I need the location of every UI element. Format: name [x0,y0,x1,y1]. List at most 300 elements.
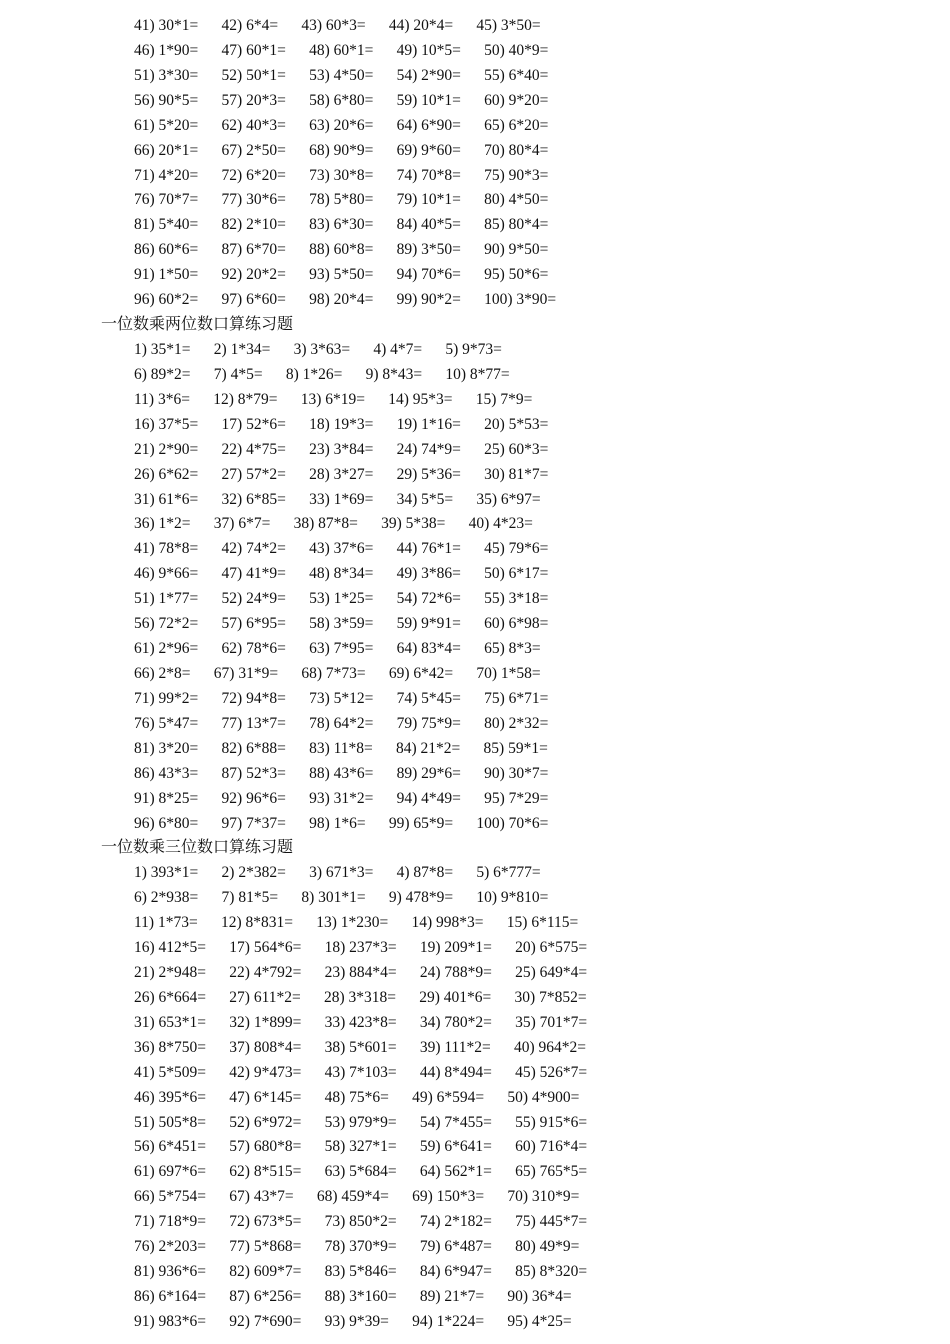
problem-row [0,637,950,662]
problem: 42) 74*2= [221,540,286,558]
problem: 77) 30*6= [221,191,286,209]
problem: 59) 6*641= [419,1138,492,1156]
problem: 9) 8*43= [365,365,423,383]
problem: 94) 1*224= [412,1312,485,1330]
problem: 65) 8*3= [484,640,541,658]
problem: 92) 7*690= [229,1312,302,1330]
problem: 96) 6*80= [134,814,199,832]
problem: 1) 393*1= [134,864,199,882]
problem: 92) 20*2= [221,266,286,284]
problem: 94) 70*6= [396,266,461,284]
problem: 29) 401*6= [419,988,492,1006]
problem: 34) 780*2= [419,1013,492,1031]
problem: 64) 83*4= [396,640,461,658]
problem: 93) 5*50= [309,266,374,284]
problem: 60) 9*20= [484,91,549,109]
problem: 50) 4*900= [507,1088,580,1106]
problem: 16) 412*5= [134,939,207,957]
problem-row [0,936,950,961]
problem-row [0,1310,950,1335]
problem-row [0,712,950,737]
problem: 61) 5*20= [134,116,199,134]
problem: 91) 8*25= [134,789,199,807]
problem: 53) 979*9= [324,1113,397,1131]
problem: 47) 6*145= [229,1088,302,1106]
problem: 58) 6*80= [309,91,374,109]
problem: 98) 1*6= [309,814,366,832]
problem: 53) 4*50= [309,66,374,84]
problem-row [0,1185,950,1210]
problem: 67) 2*50= [221,141,286,159]
problem: 18) 237*3= [324,939,397,957]
problem: 17) 564*6= [229,939,302,957]
problem: 16) 37*5= [134,415,199,433]
problem: 84) 21*2= [396,739,461,757]
problem: 90) 36*4= [507,1288,572,1306]
problem: 12) 8*831= [220,914,293,932]
problem-row [0,114,950,139]
problem: 63) 20*6= [309,116,374,134]
problem: 33) 423*8= [324,1013,397,1031]
problem: 91) 1*50= [134,266,199,284]
problem: 78) 64*2= [309,714,374,732]
problem: 39) 5*38= [381,515,446,533]
problem: 55) 3*18= [484,590,549,608]
problem: 67) 43*7= [229,1188,294,1206]
problem: 1) 35*1= [134,340,191,358]
problem: 21) 2*948= [134,964,207,982]
problem: 17) 52*6= [221,415,286,433]
problem: 41) 78*8= [134,540,199,558]
problem: 81) 5*40= [134,216,199,234]
problem: 11) 3*6= [134,390,190,408]
problem: 96) 60*2= [134,291,199,309]
problem: 78) 5*80= [309,191,374,209]
problem: 19) 209*1= [419,939,492,957]
problem: 62) 8*515= [229,1163,302,1181]
problem: 46) 1*90= [134,41,199,59]
problem: 22) 4*792= [229,964,302,982]
worksheet-page [0,14,950,1335]
problem: 2) 1*34= [213,340,271,358]
problem-row [0,662,950,687]
problem-row [0,1235,950,1260]
problem: 42) 6*4= [221,17,279,34]
problem-row [0,1260,950,1285]
problem: 68) 459*4= [316,1188,389,1206]
problem: 52) 50*1= [221,66,286,84]
problem: 97) 6*60= [221,291,286,309]
problem: 94) 4*49= [396,789,461,807]
problem: 84) 6*947= [419,1263,492,1281]
problem: 59) 10*1= [396,91,461,109]
problem: 55) 6*40= [484,66,549,84]
problem: 13) 1*230= [316,914,389,932]
problem: 49) 6*594= [412,1088,485,1106]
problem: 44) 76*1= [396,540,461,558]
problem: 13) 6*19= [300,390,366,408]
problem: 58) 327*1= [324,1138,397,1156]
problem: 15) 6*115= [506,914,579,932]
problem: 60) 716*4= [515,1138,588,1156]
problem-row [0,363,950,388]
problem: 51) 3*30= [134,66,199,84]
problem: 99) 90*2= [396,291,461,309]
problem: 31) 61*6= [134,490,199,508]
problem: 32) 6*85= [221,490,286,508]
problem: 52) 24*9= [221,590,286,608]
section-title: 一位数乘两位数口算练习题 [101,316,294,334]
problem: 60) 6*98= [484,615,549,633]
problem-row [0,612,950,637]
problem: 72) 94*8= [221,689,286,707]
problem: 36) 8*750= [134,1038,207,1056]
problem: 21) 2*90= [134,440,199,458]
problem: 37) 6*7= [213,515,271,533]
problem: 78) 370*9= [324,1238,397,1256]
problem: 46) 9*66= [134,565,199,583]
problem: 70) 80*4= [484,141,549,159]
problem: 5) 9*73= [445,340,502,358]
problem: 95) 50*6= [484,266,549,284]
problem: 33) 1*69= [309,490,374,508]
problem: 24) 74*9= [396,440,461,458]
problem-row [0,139,950,164]
problem: 56) 6*451= [134,1138,207,1156]
problem: 5) 6*777= [476,864,541,882]
problem-row [0,537,950,562]
problem: 99) 65*9= [388,814,454,832]
problem: 49) 10*5= [396,41,461,59]
problem: 68) 90*9= [309,141,374,159]
problem: 66) 2*8= [134,664,191,682]
problem: 50) 6*17= [484,565,549,583]
problem: 28) 3*318= [323,988,397,1006]
problem: 4) 4*7= [373,340,423,358]
problem-row [0,961,950,986]
problem: 34) 5*5= [396,490,454,508]
problem: 75) 445*7= [515,1213,588,1231]
problem: 71) 99*2= [134,689,199,707]
problem-row [0,238,950,263]
problem: 12) 8*79= [213,390,278,408]
problem: 47) 60*1= [221,41,286,59]
problem: 39) 111*2= [419,1038,491,1056]
problem: 15) 7*9= [475,390,533,408]
problem: 76) 70*7= [134,191,199,209]
problem: 73) 5*12= [309,689,374,707]
problem: 82) 2*10= [221,216,286,234]
problem: 40) 964*2= [513,1038,587,1056]
problem: 63) 5*684= [324,1163,397,1181]
problem: 92) 96*6= [221,789,286,807]
problem: 29) 5*36= [396,465,461,483]
problem: 95) 7*29= [484,789,549,807]
problem: 83) 11*8= [309,739,373,757]
problem: 35) 701*7= [515,1013,588,1031]
problem: 54) 72*6= [396,590,461,608]
problem: 31) 653*1= [134,1013,207,1031]
problem-row [0,762,950,787]
problem-row [0,587,950,612]
problem: 3) 671*3= [309,864,374,882]
problem: 41) 5*509= [134,1063,207,1081]
problem: 61) 697*6= [134,1163,207,1181]
problem: 26) 6*62= [134,465,199,483]
problem: 87) 6*70= [221,241,286,259]
problem: 51) 505*8= [134,1113,207,1131]
problem: 18) 19*3= [309,415,374,433]
problem-row [0,488,950,513]
problem: 86) 43*3= [134,764,199,782]
problem: 22) 4*75= [221,440,286,458]
problem: 54) 2*90= [396,66,461,84]
problem: 79) 10*1= [396,191,461,209]
problem: 70) 310*9= [507,1188,580,1206]
problem: 76) 5*47= [134,714,199,732]
problem: 23) 3*84= [309,440,374,458]
problem-row [0,164,950,189]
problem: 43) 60*3= [301,17,366,34]
problem: 30) 7*852= [514,988,587,1006]
problem: 48) 8*34= [309,565,374,583]
problem: 79) 75*9= [396,714,461,732]
problem-row [0,1036,950,1061]
problem: 14) 95*3= [388,390,453,408]
problem: 8) 301*1= [301,889,366,907]
problem-row [0,1210,950,1235]
problem-row [0,1061,950,1086]
problem: 35) 6*97= [476,490,541,508]
problem: 82) 6*88= [221,739,286,757]
problem: 10) 9*810= [476,889,549,907]
problem: 100) 70*6= [476,814,549,832]
problem: 59) 9*91= [396,615,461,633]
problem: 85) 80*4= [484,216,549,234]
problem: 57) 20*3= [221,91,286,109]
problem: 69) 9*60= [396,141,461,159]
problem: 41) 30*1= [134,17,199,34]
problem-row [0,213,950,238]
problem: 36) 1*2= [134,515,191,533]
problem: 62) 78*6= [221,640,286,658]
problem-row [0,512,950,537]
problem-row [0,812,950,837]
problem: 23) 884*4= [324,964,397,982]
problem-row [0,886,950,911]
problem: 87) 52*3= [221,764,286,782]
problem: 24) 788*9= [419,964,492,982]
problem: 73) 30*8= [309,166,374,184]
problem: 77) 5*868= [229,1238,302,1256]
problem-row [0,687,950,712]
problem: 93) 31*2= [309,789,374,807]
problem-row [0,787,950,812]
problem: 53) 1*25= [309,590,374,608]
problem: 26) 6*664= [134,988,207,1006]
problem: 51) 1*77= [134,590,199,608]
problem: 81) 3*20= [134,739,199,757]
problem: 56) 72*2= [134,615,199,633]
problem: 86) 6*164= [134,1288,207,1306]
problem-row [0,1135,950,1160]
problem: 69) 6*42= [388,664,454,682]
problem: 25) 60*3= [484,440,549,458]
problem: 3) 3*63= [293,340,351,358]
problem: 38) 87*8= [293,515,358,533]
problem: 61) 2*96= [134,640,199,658]
problem: 27) 611*2= [229,988,301,1006]
problem: 79) 6*487= [419,1238,492,1256]
problem: 30) 81*7= [484,465,549,483]
problem: 74) 70*8= [396,166,461,184]
problem: 43) 7*103= [324,1063,397,1081]
problem-row [0,188,950,213]
problem: 95) 4*25= [507,1312,572,1330]
problem: 63) 7*95= [309,640,374,658]
problem-row [0,338,950,363]
problem-row [0,911,950,936]
problem: 44) 8*494= [419,1063,492,1081]
problem-row [0,14,950,39]
problem-row [0,89,950,114]
problem: 11) 1*73= [134,914,198,932]
problem: 2) 2*382= [221,864,286,882]
problem: 72) 6*20= [221,166,286,184]
problem-row [0,413,950,438]
problem: 100) 3*90= [484,291,557,309]
problem: 58) 3*59= [309,615,374,633]
problem-row [0,39,950,64]
problem: 85) 8*320= [515,1263,588,1281]
problem-row [0,1111,950,1136]
problem: 54) 7*455= [419,1113,492,1131]
problem: 57) 680*8= [229,1138,302,1156]
problem: 81) 936*6= [134,1263,207,1281]
problem: 6) 2*938= [134,889,199,907]
problem-row [0,1285,950,1310]
problem-row [0,463,950,488]
problem: 45) 526*7= [515,1063,588,1081]
problem: 75) 6*71= [484,689,549,707]
problem-row [0,438,950,463]
problem: 93) 9*39= [324,1312,389,1330]
problem: 7) 81*5= [221,889,279,907]
problem: 80) 2*32= [484,714,549,732]
problem: 38) 5*601= [324,1038,397,1056]
problem: 64) 6*90= [396,116,461,134]
problem: 52) 6*972= [229,1113,302,1131]
problem: 44) 20*4= [388,17,454,34]
problem: 90) 30*7= [484,764,549,782]
problem: 45) 79*6= [484,540,549,558]
problem: 67) 31*9= [213,664,279,682]
problem-row [0,288,950,313]
problem: 43) 37*6= [309,540,374,558]
problem: 71) 718*9= [134,1213,207,1231]
problem: 89) 3*50= [396,241,461,259]
problem: 45) 3*50= [476,17,541,34]
problem: 65) 765*5= [515,1163,588,1181]
problem: 57) 6*95= [221,615,286,633]
problem: 91) 983*6= [134,1312,207,1330]
problem: 37) 808*4= [229,1038,302,1056]
problem: 88) 43*6= [309,764,374,782]
problem: 69) 150*3= [412,1188,485,1206]
problem: 90) 9*50= [484,241,549,259]
problem: 56) 90*5= [134,91,199,109]
problem: 62) 40*3= [221,116,286,134]
problem-row [0,1160,950,1185]
problem: 80) 49*9= [515,1238,580,1256]
problem: 4) 87*8= [396,864,454,882]
problem: 72) 673*5= [229,1213,302,1231]
problem: 87) 6*256= [229,1288,302,1306]
problem: 8) 1*26= [285,365,343,383]
problem-row [0,986,950,1011]
problem: 40) 4*23= [468,515,533,533]
problem-row [0,737,950,762]
problem: 25) 649*4= [515,964,588,982]
problem: 89) 21*7= [419,1288,485,1306]
problem: 47) 41*9= [221,565,286,583]
problem: 75) 90*3= [484,166,549,184]
problem: 86) 60*6= [134,241,199,259]
problem: 74) 2*182= [419,1213,492,1231]
problem: 83) 6*30= [309,216,374,234]
problem: 83) 5*846= [324,1263,397,1281]
problem: 66) 5*754= [134,1188,207,1206]
problem-row [0,861,950,886]
problem: 48) 60*1= [309,41,374,59]
problem: 89) 29*6= [396,764,461,782]
problem-row [0,1011,950,1036]
problem: 80) 4*50= [484,191,549,209]
problem: 20) 6*575= [515,939,588,957]
problem: 42) 9*473= [229,1063,302,1081]
problem: 98) 20*4= [309,291,374,309]
problem: 48) 75*6= [324,1088,389,1106]
problem: 49) 3*86= [396,565,461,583]
problem: 74) 5*45= [396,689,461,707]
problem: 7) 4*5= [213,365,263,383]
problem: 50) 40*9= [484,41,549,59]
problem: 10) 8*77= [445,365,510,383]
problem: 28) 3*27= [309,465,374,483]
problem: 66) 20*1= [134,141,199,159]
problem: 82) 609*7= [229,1263,302,1281]
problem: 6) 89*2= [134,365,191,383]
problem: 88) 60*8= [309,241,374,259]
problem: 14) 998*3= [411,914,484,932]
problem: 55) 915*6= [515,1113,588,1131]
problem: 85) 59*1= [483,739,548,757]
problem-row [0,562,950,587]
problem: 46) 395*6= [134,1088,207,1106]
problem: 32) 1*899= [229,1013,302,1031]
problem: 97) 7*37= [221,814,286,832]
problem: 9) 478*9= [388,889,454,907]
problem: 84) 40*5= [396,216,461,234]
section-title: 一位数乘三位数口算练习题 [101,839,294,857]
problem: 73) 850*2= [324,1213,397,1231]
problem: 76) 2*203= [134,1238,207,1256]
problem: 71) 4*20= [134,166,199,184]
problem: 88) 3*160= [324,1288,397,1306]
problem-row [0,263,950,288]
problem: 70) 1*58= [476,664,541,682]
problem: 68) 7*73= [301,664,366,682]
